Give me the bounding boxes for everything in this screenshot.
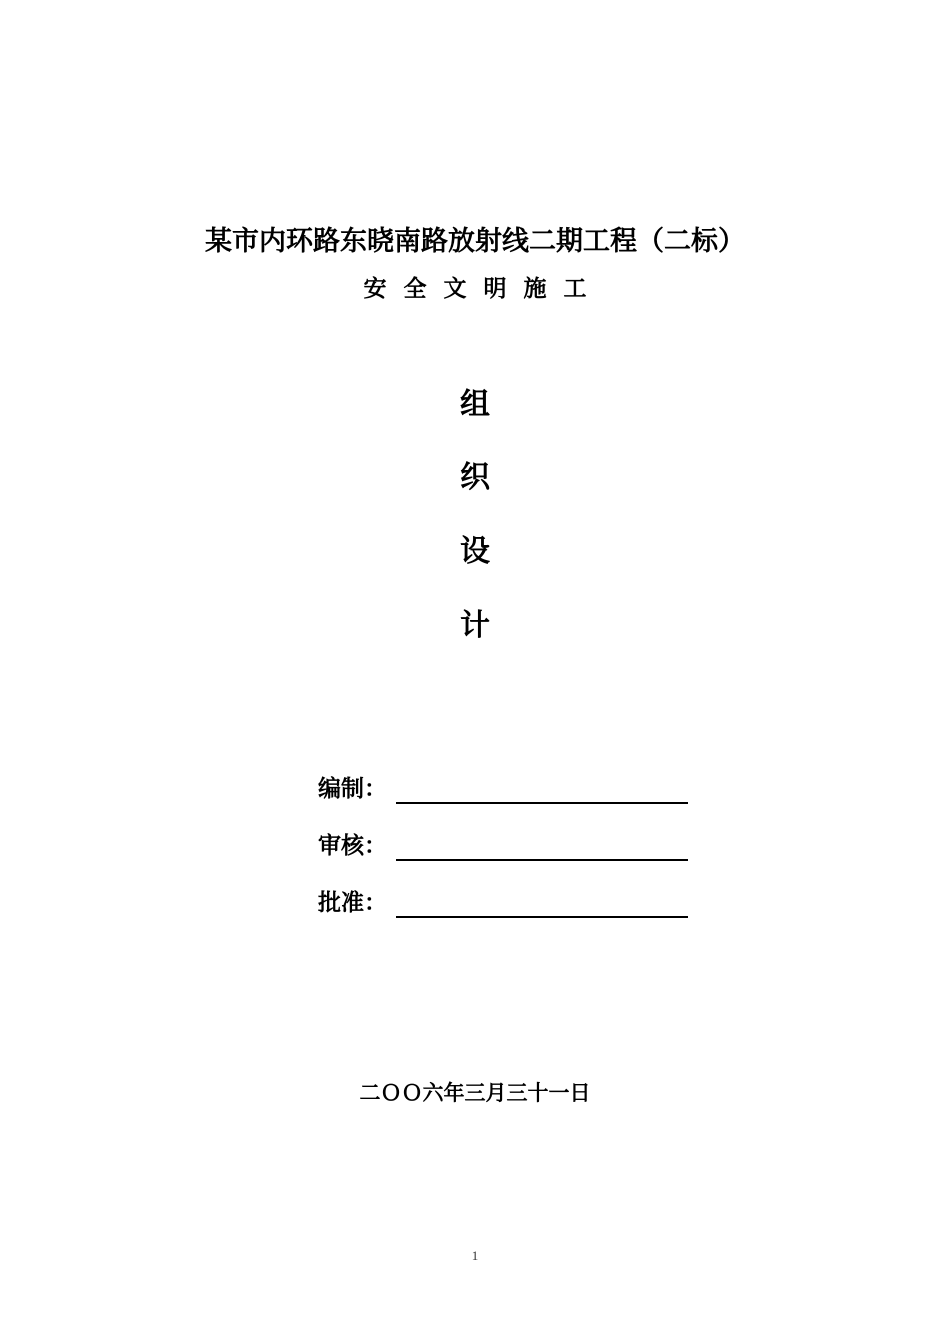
vertical-title-char: 组 [460, 387, 490, 422]
signature-label: 编制： [318, 776, 387, 802]
signature-label: 审核： [318, 833, 387, 859]
project-title: 某市内环路东晓南路放射线二期工程（二标） [205, 226, 745, 257]
signature-row-reviewed [318, 829, 688, 863]
signature-line [396, 772, 688, 804]
document-date: 二ＯＯ六年三月三十一日 [359, 1080, 591, 1105]
page-number: 1 [471, 1248, 479, 1263]
vertical-title-char: 设 [460, 534, 490, 569]
document-subtitle: 安全文明施工 [363, 276, 604, 302]
vertical-title-char: 织 [460, 460, 490, 495]
signature-line [396, 886, 688, 918]
signature-row-prepared [318, 772, 688, 806]
signature-row-approved [318, 886, 688, 920]
vertical-title-char: 计 [460, 608, 490, 643]
signature-line [396, 829, 688, 861]
signature-label: 批准： [318, 890, 387, 916]
